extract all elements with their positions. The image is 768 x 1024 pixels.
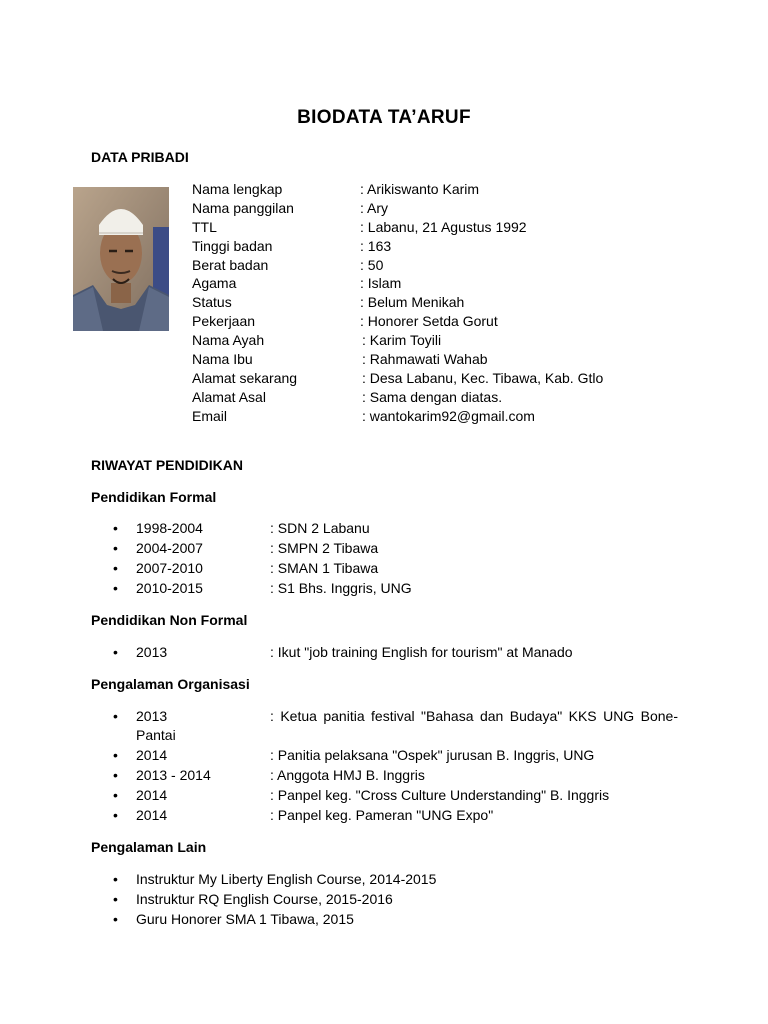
heading-data-pribadi: DATA PRIBADI xyxy=(91,149,189,165)
bio-label: Nama lengkap xyxy=(192,181,283,197)
bio-label: Nama Ibu xyxy=(192,351,253,368)
profile-photo xyxy=(73,187,169,331)
item-text: : SMAN 1 Tibawa xyxy=(270,560,379,576)
item-text-continued: Pantai xyxy=(136,727,176,743)
heading-pengalaman-organisasi: Pengalaman Organisasi xyxy=(91,676,250,692)
heading-pendidikan-formal: Pendidikan Formal xyxy=(91,489,217,505)
item-year: 1998-2004 xyxy=(136,520,203,536)
list-item xyxy=(0,890,768,910)
item-text: : Anggota HMJ B. Inggris xyxy=(270,767,425,783)
bio-label: Pekerjaan xyxy=(192,313,256,330)
bio-value: : Sama dengan diatas. xyxy=(362,388,503,405)
bullet-icon: • xyxy=(113,787,118,803)
bio-value: : Honorer Setda Gorut xyxy=(360,313,498,330)
formal-education-list xyxy=(0,519,768,599)
profile-photo-image xyxy=(73,187,169,331)
bio-label: TTL xyxy=(192,218,217,235)
heading-pengalaman-lain: Pengalaman Lain xyxy=(91,839,207,855)
bio-value: : Rahmawati Wahab xyxy=(362,351,488,368)
bio-label: Tinggi badan xyxy=(192,237,273,254)
list-item xyxy=(0,746,768,766)
item-text: : Ketua panitia festival "Bahasa dan Budaya" KKS UNG Bone- xyxy=(270,708,678,724)
list-item xyxy=(0,643,768,663)
bio-value: : wantokarim92@gmail.com xyxy=(362,407,535,424)
bio-value: : 50 xyxy=(360,256,384,273)
item-text: : SMPN 2 Tibawa xyxy=(270,540,379,556)
bullet-icon: • xyxy=(113,708,118,724)
organization-list xyxy=(0,707,768,826)
list-item xyxy=(0,786,768,806)
bio-value: : 163 xyxy=(360,237,392,254)
bio-label: Email xyxy=(192,407,228,424)
heading-riwayat-pendidikan: RIWAYAT PENDIDIKAN xyxy=(91,457,243,473)
bio-label: Status xyxy=(192,294,232,311)
bullet-icon: • xyxy=(113,911,118,927)
item-year: 2014 xyxy=(136,787,168,803)
item-text: : S1 Bhs. Inggris, UNG xyxy=(270,580,412,596)
bio-label: Alamat Asal xyxy=(192,388,266,405)
bullet-icon: • xyxy=(113,871,118,887)
bio-value: : Arikiswanto Karim xyxy=(360,181,480,197)
bio-value: : Belum Menikah xyxy=(360,294,465,311)
item-year: 2014 xyxy=(136,747,168,763)
bio-value: : Islam xyxy=(360,275,402,292)
bullet-icon: • xyxy=(113,807,118,823)
list-item xyxy=(0,559,768,579)
non-formal-education-list xyxy=(0,643,768,663)
document-title: BIODATA TA’ARUF xyxy=(297,107,471,128)
list-item xyxy=(0,519,768,539)
item-text: Guru Honorer SMA 1 Tibawa, 2015 xyxy=(136,911,354,927)
list-item xyxy=(0,910,768,930)
bio-label: Alamat sekarang xyxy=(192,369,298,386)
item-year: 2013 xyxy=(136,708,168,724)
item-year: 2004-2007 xyxy=(136,540,203,556)
item-year: 2013 - 2014 xyxy=(136,767,211,783)
item-text: : Panitia pelaksana "Ospek" jurusan B. Inggris, UNG xyxy=(270,747,595,763)
bio-label: Nama Ayah xyxy=(192,332,265,349)
bio-value: : Ary xyxy=(360,199,389,216)
bullet-icon: • xyxy=(113,747,118,763)
bullet-icon: • xyxy=(113,767,118,783)
bullet-icon: • xyxy=(113,520,118,536)
item-text: Instruktur My Liberty English Course, 2014-2015 xyxy=(136,871,437,887)
item-year: 2010-2015 xyxy=(136,580,203,596)
list-item xyxy=(0,707,768,746)
list-item xyxy=(0,806,768,826)
bullet-icon: • xyxy=(113,891,118,907)
list-item xyxy=(0,870,768,890)
bio-value: : Karim Toyili xyxy=(362,332,442,349)
bio-label: Berat badan xyxy=(192,256,269,273)
bio-label: Agama xyxy=(192,275,237,292)
list-item xyxy=(0,539,768,559)
bio-value: : Desa Labanu, Kec. Tibawa, Kab. Gtlo xyxy=(362,369,604,386)
bio-value: : Labanu, 21 Agustus 1992 xyxy=(360,218,527,235)
other-experience-list xyxy=(0,870,768,930)
item-text: : SDN 2 Labanu xyxy=(270,520,370,536)
item-text: : Panpel keg. Pameran "UNG Expo" xyxy=(270,807,494,823)
item-text: : Ikut "job training English for tourism" at Manado xyxy=(270,644,573,660)
item-year: 2014 xyxy=(136,807,168,823)
bullet-icon: • xyxy=(113,560,118,576)
item-text: Instruktur RQ English Course, 2015-2016 xyxy=(136,891,393,907)
list-item xyxy=(0,766,768,786)
heading-pendidikan-non-formal: Pendidikan Non Formal xyxy=(91,612,248,628)
bullet-icon: • xyxy=(113,644,118,660)
item-text: : Panpel keg. "Cross Culture Understanding" B. Inggris xyxy=(270,787,610,803)
bullet-icon: • xyxy=(113,540,118,556)
item-year: 2013 xyxy=(136,644,168,660)
bio-label: Nama panggilan xyxy=(192,199,294,216)
list-item xyxy=(0,579,768,599)
bullet-icon: • xyxy=(113,580,118,596)
item-year: 2007-2010 xyxy=(136,560,203,576)
